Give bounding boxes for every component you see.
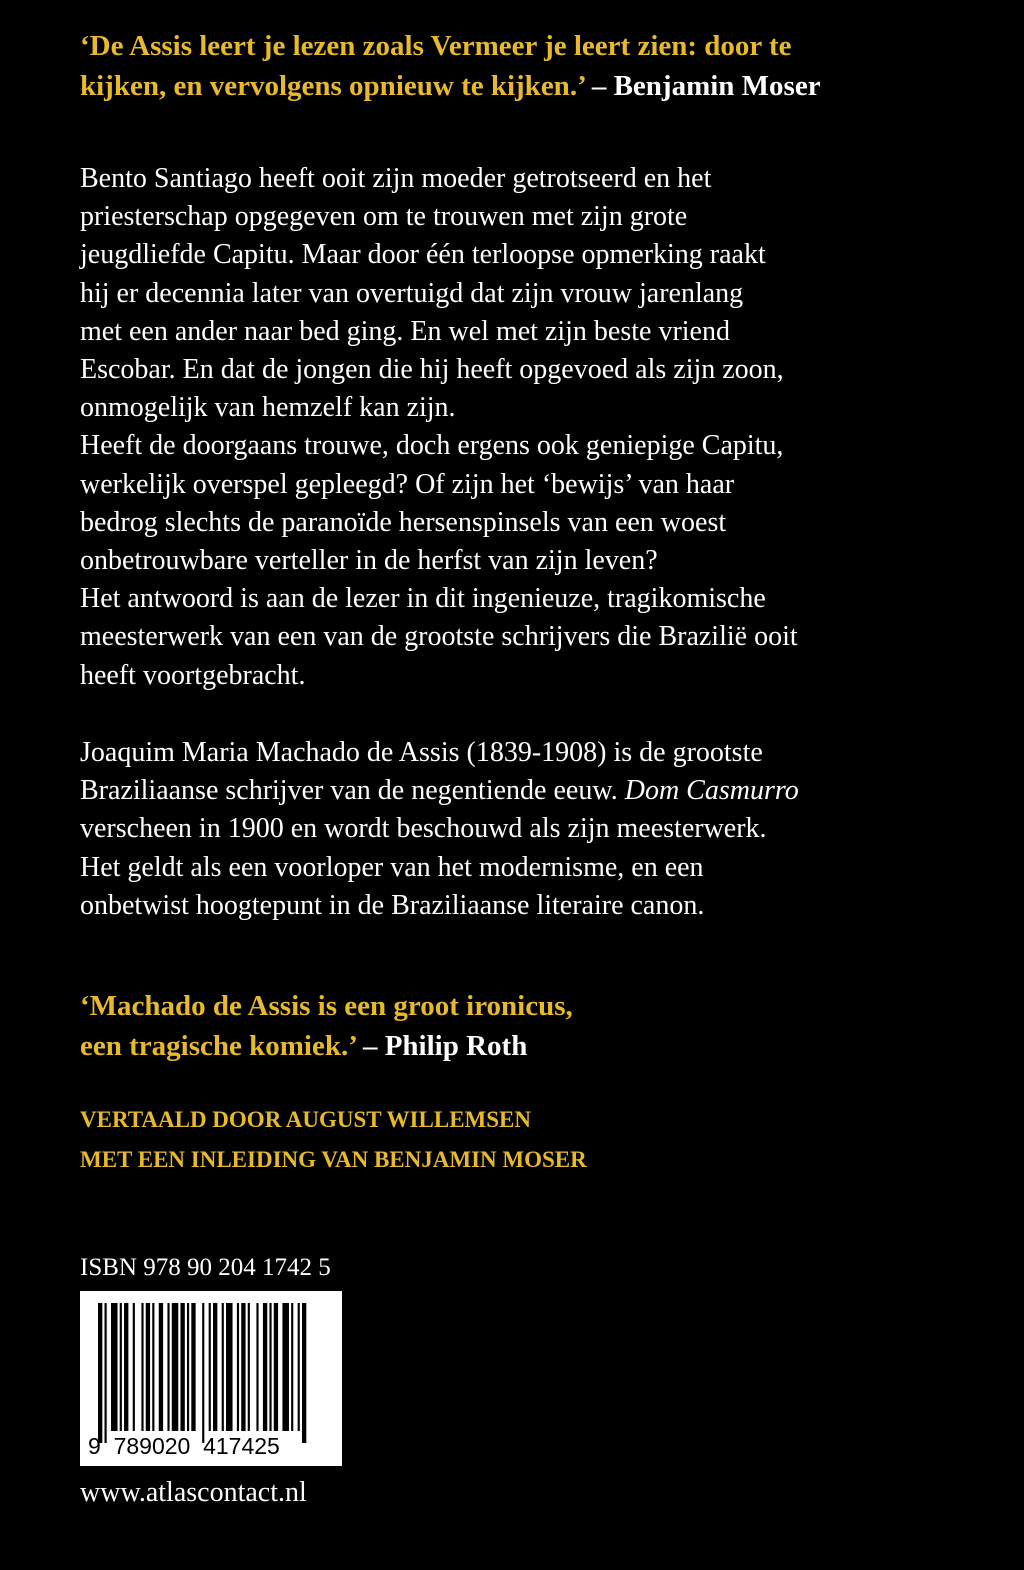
- summary-line: Escobar. En dat de jongen die hij heeft opgevoed als zijn zoon,: [80, 354, 784, 386]
- summary-line: werkelijk overspel gepleegd? Of zijn het ‘bewijs’ van haar: [80, 468, 735, 500]
- barcode-bar: [209, 1303, 211, 1431]
- barcode-digits: 9 789020 417425: [88, 1433, 280, 1459]
- summary-line: meesterwerk van een van de grootste schrijvers die Brazilië ooit: [80, 621, 798, 653]
- quote-roth-text: een tragische komiek.’: [80, 1030, 356, 1062]
- barcode: [80, 1291, 342, 1466]
- author-bio-line: [80, 772, 960, 810]
- barcode-bar: [291, 1303, 293, 1431]
- quote-moser: [80, 26, 821, 106]
- barcode-bar: [248, 1303, 250, 1431]
- summary-line: priesterschap opgegeven om te trouwen met zijn grote: [80, 201, 688, 233]
- barcode-bar: [213, 1303, 217, 1431]
- summary-line: Bento Santiago heeft ooit zijn moeder getrotseerd en het: [80, 163, 712, 194]
- barcode-bar: [298, 1303, 300, 1431]
- quote-roth-line-1: ‘Machado de Assis is een groot ironicus,: [80, 990, 573, 1022]
- summary-line: Heeft de doorgaans trouwe, doch ergens ook geniepige Capitu,: [80, 430, 784, 462]
- isbn-number: ISBN 978 90 204 1742 5: [80, 1254, 331, 1281]
- barcode-bar: [172, 1303, 179, 1431]
- barcode-bar: [98, 1303, 102, 1443]
- quote-roth-author: – Philip Roth: [355, 1030, 528, 1062]
- barcode-bar: [302, 1303, 306, 1443]
- barcode-bar: [274, 1303, 278, 1431]
- summary-line: onbetrouwbare verteller in de herfst van zijn leven?: [80, 545, 658, 577]
- barcode-bar: [226, 1303, 233, 1431]
- barcode-bar: [152, 1303, 154, 1431]
- barcode-bar: [146, 1303, 150, 1431]
- summary-line: bedrog slechts de paranoïde hersenspinsels van een woest: [80, 506, 727, 538]
- summary-line: met een ander naar bed ging. En wel met zijn beste vriend: [80, 315, 730, 347]
- barcode-bar: [141, 1303, 143, 1431]
- summary-line: Het antwoord is aan de lezer in dit ingenieuze, tragikomische: [80, 583, 766, 615]
- barcode-bar: [124, 1303, 128, 1431]
- barcode-bar: [241, 1303, 245, 1431]
- barcode-bar: [159, 1303, 163, 1431]
- summary-paragraph: [80, 160, 960, 695]
- barcode-bar: [269, 1303, 271, 1431]
- barcode-bar: [133, 1303, 135, 1431]
- summary-line: jeugdliefde Capitu. Maar door één terloopse opmerking raakt: [80, 239, 766, 271]
- credits: [80, 1100, 587, 1180]
- barcode-bar: [111, 1303, 118, 1431]
- author-bio-line: Het geldt als een voorloper van het modernisme, en een: [80, 851, 704, 883]
- barcode-bar: [202, 1303, 204, 1443]
- barcode-bar: [263, 1303, 267, 1431]
- barcode-bar: [180, 1303, 184, 1431]
- barcode-bar: [191, 1303, 195, 1431]
- publisher-website: www.atlascontact.nl: [80, 1477, 307, 1508]
- barcode-bar: [237, 1303, 239, 1431]
- summary-line: heeft voortgebracht.: [80, 659, 306, 691]
- barcode-bar: [105, 1303, 107, 1443]
- introduction-credit: MET EEN INLEIDING VAN BENJAMIN MOSER: [80, 1147, 587, 1172]
- quote-moser-line-1: ‘De Assis leert je lezen zoals Vermeer je leert zien: door te: [80, 30, 792, 62]
- author-bio-line: Joaquim Maria Machado de Assis (1839-1908) is de grootste: [80, 737, 763, 768]
- summary-line: onmogelijk van hemzelf kan zijn.: [80, 392, 456, 424]
- quote-moser-text: kijken, en vervolgens opnieuw te kijken.’: [80, 70, 585, 102]
- translator-credit: VERTAALD DOOR AUGUST WILLEMSEN: [80, 1107, 531, 1132]
- author-bio-paragraph: [80, 734, 960, 925]
- barcode-bar: [187, 1303, 189, 1431]
- quote-roth-line-2: [80, 1026, 573, 1066]
- summary-line: hij er decennia later van overtuigd dat zijn vrouw jarenlang: [80, 277, 744, 309]
- barcode-bar: [282, 1303, 289, 1431]
- barcode-bar: [120, 1303, 122, 1431]
- author-bio-line: verscheen in 1900 en wordt beschouwd als zijn meesterwerk.: [80, 813, 767, 845]
- barcode-bar: [222, 1303, 224, 1431]
- quote-moser-author: – Benjamin Moser: [584, 70, 821, 102]
- quote-roth: [80, 986, 573, 1066]
- book-title: Dom Casmurro: [624, 775, 799, 807]
- barcode-bar: [167, 1303, 169, 1431]
- author-bio-text: Braziliaanse schrijver van de negentiende eeuw.: [80, 775, 625, 807]
- author-bio-line: onbetwist hoogtepunt in de Braziliaanse literaire canon.: [80, 889, 705, 921]
- barcode-bar: [256, 1303, 258, 1431]
- quote-moser-line-2: [80, 66, 821, 106]
